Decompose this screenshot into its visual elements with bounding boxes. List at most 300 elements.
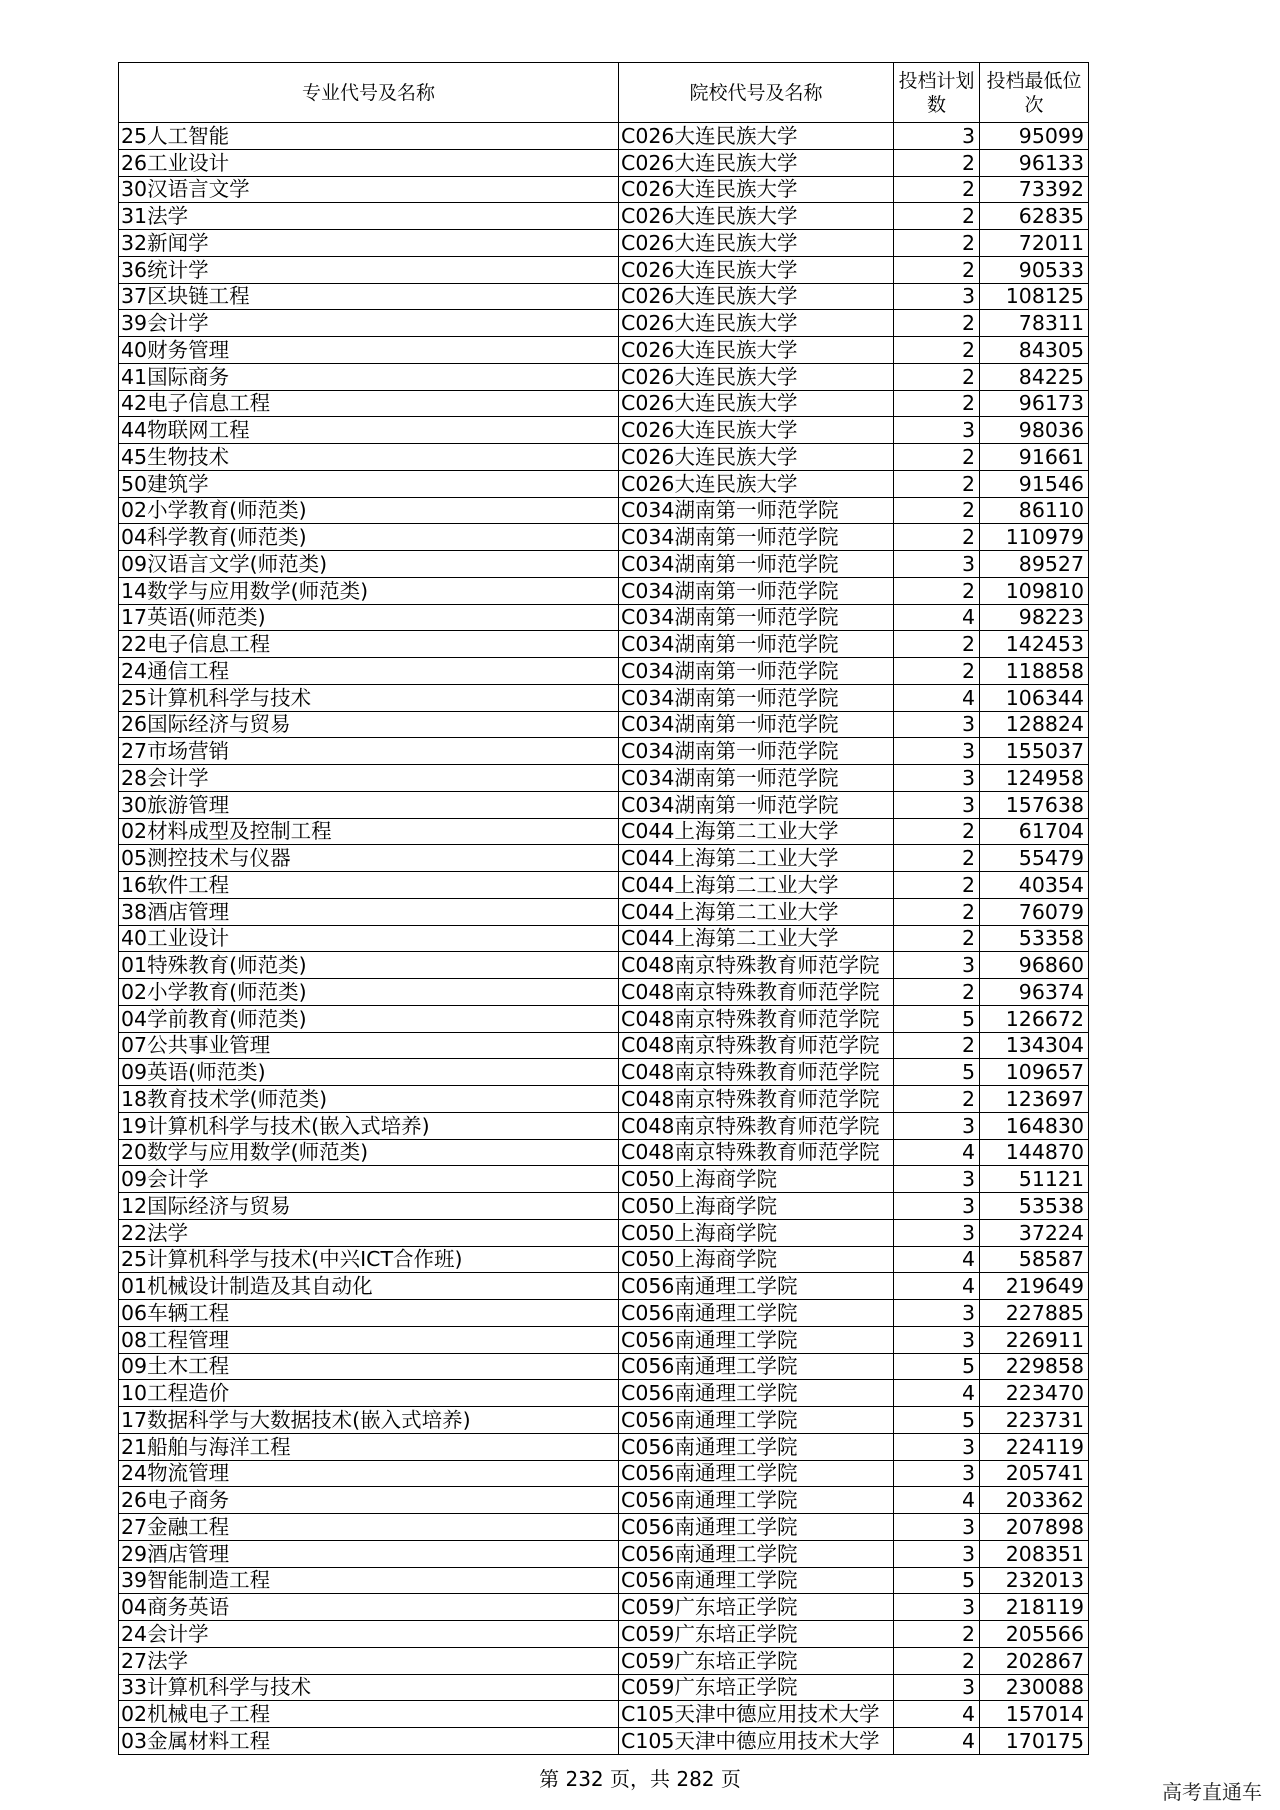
cell-school: C026大连民族大学 <box>619 230 894 257</box>
table-row <box>119 1380 1089 1407</box>
cell-rank: 91546 <box>980 470 1089 497</box>
table-row <box>119 684 1089 711</box>
cell-major: 26工业设计 <box>119 149 619 176</box>
cell-plan: 4 <box>894 1487 980 1514</box>
cell-plan: 5 <box>894 1407 980 1434</box>
cell-major: 41国际商务 <box>119 363 619 390</box>
cell-rank: 106344 <box>980 684 1089 711</box>
cell-major: 04科学教育(师范类) <box>119 524 619 551</box>
cell-plan: 2 <box>894 497 980 524</box>
cell-rank: 124958 <box>980 765 1089 792</box>
cell-school: C026大连民族大学 <box>619 176 894 203</box>
cell-plan: 2 <box>894 176 980 203</box>
cell-plan: 2 <box>894 310 980 337</box>
cell-school: C026大连民族大学 <box>619 256 894 283</box>
cell-school: C048南京特殊教育师范学院 <box>619 979 894 1006</box>
cell-school: C056南通理工学院 <box>619 1433 894 1460</box>
cell-school: C105天津中德应用技术大学 <box>619 1728 894 1755</box>
cell-major: 44物联网工程 <box>119 417 619 444</box>
cell-major: 17英语(师范类) <box>119 604 619 631</box>
cell-rank: 218119 <box>980 1594 1089 1621</box>
cell-plan: 3 <box>894 1674 980 1701</box>
cell-plan: 3 <box>894 1300 980 1327</box>
cell-major: 19计算机科学与技术(嵌入式培养) <box>119 1112 619 1139</box>
cell-rank: 109810 <box>980 577 1089 604</box>
table-row <box>119 1514 1089 1541</box>
table-row <box>119 1540 1089 1567</box>
cell-major: 09会计学 <box>119 1166 619 1193</box>
cell-plan: 5 <box>894 1567 980 1594</box>
cell-rank: 123697 <box>980 1086 1089 1113</box>
cell-plan: 4 <box>894 1139 980 1166</box>
cell-plan: 2 <box>894 658 980 685</box>
cell-rank: 226911 <box>980 1326 1089 1353</box>
cell-major: 10工程造价 <box>119 1380 619 1407</box>
table-row <box>119 1219 1089 1246</box>
cell-major: 31法学 <box>119 203 619 230</box>
cell-plan: 3 <box>894 1326 980 1353</box>
table-row <box>119 604 1089 631</box>
table-row <box>119 337 1089 364</box>
cell-school: C034湖南第一师范学院 <box>619 658 894 685</box>
cell-rank: 128824 <box>980 711 1089 738</box>
cell-rank: 96860 <box>980 952 1089 979</box>
cell-rank: 78311 <box>980 310 1089 337</box>
cell-rank: 157638 <box>980 791 1089 818</box>
cell-school: C044上海第二工业大学 <box>619 925 894 952</box>
table-row <box>119 577 1089 604</box>
cell-rank: 84225 <box>980 363 1089 390</box>
table-row <box>119 1621 1089 1648</box>
cell-rank: 53358 <box>980 925 1089 952</box>
cell-major: 01特殊教育(师范类) <box>119 952 619 979</box>
cell-school: C026大连民族大学 <box>619 123 894 150</box>
cell-rank: 157014 <box>980 1701 1089 1728</box>
cell-plan: 2 <box>894 925 980 952</box>
table-row <box>119 551 1089 578</box>
cell-rank: 37224 <box>980 1219 1089 1246</box>
cell-major: 27金融工程 <box>119 1514 619 1541</box>
cell-plan: 3 <box>894 952 980 979</box>
cell-major: 29酒店管理 <box>119 1540 619 1567</box>
cell-rank: 144870 <box>980 1139 1089 1166</box>
cell-plan: 4 <box>894 1701 980 1728</box>
cell-rank: 98223 <box>980 604 1089 631</box>
cell-school: C034湖南第一师范学院 <box>619 497 894 524</box>
cell-rank: 219649 <box>980 1273 1089 1300</box>
cell-major: 02小学教育(师范类) <box>119 497 619 524</box>
cell-rank: 207898 <box>980 1514 1089 1541</box>
cell-major: 30旅游管理 <box>119 791 619 818</box>
cell-plan: 3 <box>894 1193 980 1220</box>
cell-school: C059广东培正学院 <box>619 1594 894 1621</box>
cell-school: C034湖南第一师范学院 <box>619 791 894 818</box>
header-rank: 投档最低位次 <box>980 63 1089 123</box>
cell-plan: 3 <box>894 1514 980 1541</box>
cell-plan: 2 <box>894 818 980 845</box>
cell-plan: 2 <box>894 470 980 497</box>
table-row <box>119 149 1089 176</box>
cell-plan: 5 <box>894 1059 980 1086</box>
cell-plan: 3 <box>894 738 980 765</box>
cell-plan: 2 <box>894 363 980 390</box>
cell-school: C044上海第二工业大学 <box>619 898 894 925</box>
cell-plan: 2 <box>894 1032 980 1059</box>
table-row <box>119 791 1089 818</box>
cell-plan: 3 <box>894 283 980 310</box>
cell-rank: 230088 <box>980 1674 1089 1701</box>
cell-major: 16软件工程 <box>119 872 619 899</box>
table-row <box>119 1326 1089 1353</box>
cell-school: C044上海第二工业大学 <box>619 872 894 899</box>
cell-plan: 2 <box>894 524 980 551</box>
cell-plan: 2 <box>894 256 980 283</box>
cell-plan: 3 <box>894 765 980 792</box>
cell-major: 42电子信息工程 <box>119 390 619 417</box>
cell-major: 21船舶与海洋工程 <box>119 1433 619 1460</box>
cell-rank: 118858 <box>980 658 1089 685</box>
cell-rank: 90533 <box>980 256 1089 283</box>
table-row <box>119 845 1089 872</box>
table-row <box>119 524 1089 551</box>
cell-school: C050上海商学院 <box>619 1166 894 1193</box>
cell-school: C048南京特殊教育师范学院 <box>619 1139 894 1166</box>
cell-major: 37区块链工程 <box>119 283 619 310</box>
cell-plan: 2 <box>894 1086 980 1113</box>
cell-school: C026大连民族大学 <box>619 283 894 310</box>
table-row <box>119 1728 1089 1755</box>
cell-school: C026大连民族大学 <box>619 337 894 364</box>
cell-school: C026大连民族大学 <box>619 390 894 417</box>
cell-rank: 91661 <box>980 444 1089 471</box>
cell-plan: 3 <box>894 1594 980 1621</box>
table-header-row <box>119 63 1089 123</box>
cell-major: 28会计学 <box>119 765 619 792</box>
cell-rank: 203362 <box>980 1487 1089 1514</box>
cell-major: 30汉语言文学 <box>119 176 619 203</box>
cell-major: 04学前教育(师范类) <box>119 1005 619 1032</box>
table-row <box>119 1273 1089 1300</box>
cell-major: 32新闻学 <box>119 230 619 257</box>
table-row <box>119 1032 1089 1059</box>
cell-plan: 2 <box>894 337 980 364</box>
cell-plan: 3 <box>894 1219 980 1246</box>
cell-major: 45生物技术 <box>119 444 619 471</box>
cell-rank: 208351 <box>980 1540 1089 1567</box>
cell-rank: 202867 <box>980 1647 1089 1674</box>
cell-major: 18教育技术学(师范类) <box>119 1086 619 1113</box>
table-row <box>119 872 1089 899</box>
cell-major: 14数学与应用数学(师范类) <box>119 577 619 604</box>
cell-plan: 3 <box>894 1540 980 1567</box>
cell-rank: 110979 <box>980 524 1089 551</box>
cell-rank: 62835 <box>980 203 1089 230</box>
cell-major: 04商务英语 <box>119 1594 619 1621</box>
cell-major: 40工业设计 <box>119 925 619 952</box>
cell-major: 20数学与应用数学(师范类) <box>119 1139 619 1166</box>
table-row <box>119 1193 1089 1220</box>
table-row <box>119 1701 1089 1728</box>
cell-plan: 2 <box>894 577 980 604</box>
cell-plan: 4 <box>894 1728 980 1755</box>
cell-plan: 3 <box>894 1460 980 1487</box>
cell-rank: 142453 <box>980 631 1089 658</box>
cell-plan: 3 <box>894 417 980 444</box>
cell-school: C048南京特殊教育师范学院 <box>619 1086 894 1113</box>
cell-rank: 109657 <box>980 1059 1089 1086</box>
cell-plan: 4 <box>894 604 980 631</box>
cell-rank: 72011 <box>980 230 1089 257</box>
table-row <box>119 658 1089 685</box>
cell-rank: 51121 <box>980 1166 1089 1193</box>
table-row <box>119 310 1089 337</box>
cell-rank: 95099 <box>980 123 1089 150</box>
table-row <box>119 1086 1089 1113</box>
cell-plan: 3 <box>894 123 980 150</box>
cell-plan: 3 <box>894 1433 980 1460</box>
cell-plan: 5 <box>894 1353 980 1380</box>
table-row <box>119 1433 1089 1460</box>
cell-major: 26电子商务 <box>119 1487 619 1514</box>
cell-school: C026大连民族大学 <box>619 149 894 176</box>
cell-school: C034湖南第一师范学院 <box>619 551 894 578</box>
cell-school: C034湖南第一师范学院 <box>619 738 894 765</box>
cell-major: 09英语(师范类) <box>119 1059 619 1086</box>
table-row <box>119 818 1089 845</box>
cell-rank: 205741 <box>980 1460 1089 1487</box>
table-row <box>119 444 1089 471</box>
cell-plan: 4 <box>894 1380 980 1407</box>
cell-plan: 2 <box>894 390 980 417</box>
cell-school: C056南通理工学院 <box>619 1300 894 1327</box>
cell-major: 22电子信息工程 <box>119 631 619 658</box>
cell-school: C056南通理工学院 <box>619 1407 894 1434</box>
cell-school: C048南京特殊教育师范学院 <box>619 1005 894 1032</box>
cell-major: 38酒店管理 <box>119 898 619 925</box>
cell-rank: 126672 <box>980 1005 1089 1032</box>
table-body <box>119 123 1089 1755</box>
cell-major: 26国际经济与贸易 <box>119 711 619 738</box>
table-row <box>119 1567 1089 1594</box>
cell-school: C059广东培正学院 <box>619 1621 894 1648</box>
table-row <box>119 283 1089 310</box>
table-row <box>119 711 1089 738</box>
table-row <box>119 738 1089 765</box>
cell-rank: 58587 <box>980 1246 1089 1273</box>
cell-major: 24会计学 <box>119 1621 619 1648</box>
cell-plan: 2 <box>894 979 980 1006</box>
cell-rank: 89527 <box>980 551 1089 578</box>
table-row <box>119 1112 1089 1139</box>
cell-rank: 155037 <box>980 738 1089 765</box>
cell-school: C048南京特殊教育师范学院 <box>619 952 894 979</box>
cell-major: 36统计学 <box>119 256 619 283</box>
cell-major: 09汉语言文学(师范类) <box>119 551 619 578</box>
cell-major: 02机械电子工程 <box>119 1701 619 1728</box>
cell-rank: 224119 <box>980 1433 1089 1460</box>
table-row <box>119 1246 1089 1273</box>
cell-rank: 108125 <box>980 283 1089 310</box>
table-row <box>119 979 1089 1006</box>
cell-school: C034湖南第一师范学院 <box>619 711 894 738</box>
table-row <box>119 1300 1089 1327</box>
cell-major: 24物流管理 <box>119 1460 619 1487</box>
table-row <box>119 1059 1089 1086</box>
cell-major: 03金属材料工程 <box>119 1728 619 1755</box>
watermark: 高考直通车 <box>1162 1780 1262 1804</box>
cell-plan: 3 <box>894 551 980 578</box>
cell-school: C044上海第二工业大学 <box>619 818 894 845</box>
cell-school: C026大连民族大学 <box>619 470 894 497</box>
cell-rank: 170175 <box>980 1728 1089 1755</box>
cell-rank: 73392 <box>980 176 1089 203</box>
cell-major: 39智能制造工程 <box>119 1567 619 1594</box>
cell-school: C026大连民族大学 <box>619 363 894 390</box>
cell-school: C026大连民族大学 <box>619 417 894 444</box>
table-row <box>119 898 1089 925</box>
cell-plan: 3 <box>894 1166 980 1193</box>
cell-school: C056南通理工学院 <box>619 1567 894 1594</box>
cell-school: C056南通理工学院 <box>619 1514 894 1541</box>
cell-school: C056南通理工学院 <box>619 1353 894 1380</box>
cell-plan: 2 <box>894 631 980 658</box>
cell-school: C056南通理工学院 <box>619 1326 894 1353</box>
table-row <box>119 203 1089 230</box>
cell-rank: 232013 <box>980 1567 1089 1594</box>
table-row <box>119 497 1089 524</box>
table-row <box>119 417 1089 444</box>
cell-rank: 96374 <box>980 979 1089 1006</box>
cell-school: C059广东培正学院 <box>619 1674 894 1701</box>
cell-plan: 4 <box>894 684 980 711</box>
table-row <box>119 1487 1089 1514</box>
cell-major: 25计算机科学与技术 <box>119 684 619 711</box>
cell-school: C056南通理工学院 <box>619 1273 894 1300</box>
cell-rank: 55479 <box>980 845 1089 872</box>
cell-school: C050上海商学院 <box>619 1219 894 1246</box>
cell-rank: 164830 <box>980 1112 1089 1139</box>
cell-rank: 205566 <box>980 1621 1089 1648</box>
header-major: 专业代号及名称 <box>119 63 619 123</box>
cell-school: C026大连民族大学 <box>619 203 894 230</box>
table-row <box>119 256 1089 283</box>
table-row <box>119 230 1089 257</box>
cell-major: 02材料成型及控制工程 <box>119 818 619 845</box>
cell-rank: 40354 <box>980 872 1089 899</box>
table-row <box>119 1353 1089 1380</box>
admission-table <box>118 62 1089 1755</box>
table-row <box>119 1460 1089 1487</box>
cell-major: 22法学 <box>119 1219 619 1246</box>
cell-plan: 2 <box>894 444 980 471</box>
cell-school: C050上海商学院 <box>619 1246 894 1273</box>
cell-plan: 2 <box>894 898 980 925</box>
cell-rank: 86110 <box>980 497 1089 524</box>
cell-plan: 2 <box>894 845 980 872</box>
cell-school: C048南京特殊教育师范学院 <box>619 1032 894 1059</box>
cell-plan: 2 <box>894 149 980 176</box>
cell-rank: 98036 <box>980 417 1089 444</box>
cell-rank: 96173 <box>980 390 1089 417</box>
cell-major: 17数据科学与大数据技术(嵌入式培养) <box>119 1407 619 1434</box>
cell-major: 05测控技术与仪器 <box>119 845 619 872</box>
cell-rank: 76079 <box>980 898 1089 925</box>
cell-school: C026大连民族大学 <box>619 444 894 471</box>
cell-rank: 134304 <box>980 1032 1089 1059</box>
cell-school: C056南通理工学院 <box>619 1380 894 1407</box>
cell-rank: 61704 <box>980 818 1089 845</box>
cell-plan: 2 <box>894 230 980 257</box>
cell-major: 25人工智能 <box>119 123 619 150</box>
cell-plan: 4 <box>894 1273 980 1300</box>
cell-school: C056南通理工学院 <box>619 1540 894 1567</box>
header-plan: 投档计划数 <box>894 63 980 123</box>
cell-major: 33计算机科学与技术 <box>119 1674 619 1701</box>
table-row <box>119 1005 1089 1032</box>
cell-plan: 5 <box>894 1005 980 1032</box>
cell-major: 12国际经济与贸易 <box>119 1193 619 1220</box>
table-row <box>119 1166 1089 1193</box>
cell-major: 06车辆工程 <box>119 1300 619 1327</box>
table-row <box>119 390 1089 417</box>
table-row <box>119 765 1089 792</box>
cell-school: C034湖南第一师范学院 <box>619 631 894 658</box>
table-row <box>119 1674 1089 1701</box>
cell-rank: 227885 <box>980 1300 1089 1327</box>
cell-plan: 2 <box>894 872 980 899</box>
table-row <box>119 631 1089 658</box>
cell-plan: 2 <box>894 203 980 230</box>
cell-school: C034湖南第一师范学院 <box>619 765 894 792</box>
cell-major: 09土木工程 <box>119 1353 619 1380</box>
cell-school: C026大连民族大学 <box>619 310 894 337</box>
cell-school: C105天津中德应用技术大学 <box>619 1701 894 1728</box>
table-row <box>119 176 1089 203</box>
cell-major: 39会计学 <box>119 310 619 337</box>
cell-major: 01机械设计制造及其自动化 <box>119 1273 619 1300</box>
cell-plan: 3 <box>894 711 980 738</box>
cell-school: C048南京特殊教育师范学院 <box>619 1112 894 1139</box>
cell-school: C034湖南第一师范学院 <box>619 604 894 631</box>
cell-major: 27市场营销 <box>119 738 619 765</box>
cell-school: C056南通理工学院 <box>619 1460 894 1487</box>
cell-school: C044上海第二工业大学 <box>619 845 894 872</box>
table-row <box>119 925 1089 952</box>
cell-major: 40财务管理 <box>119 337 619 364</box>
cell-major: 08工程管理 <box>119 1326 619 1353</box>
cell-major: 27法学 <box>119 1647 619 1674</box>
page-number: 第 232 页，共 282 页 <box>539 1767 741 1791</box>
cell-major: 02小学教育(师范类) <box>119 979 619 1006</box>
cell-school: C059广东培正学院 <box>619 1647 894 1674</box>
table-row <box>119 1647 1089 1674</box>
cell-school: C056南通理工学院 <box>619 1487 894 1514</box>
table-row <box>119 1407 1089 1434</box>
cell-plan: 4 <box>894 1246 980 1273</box>
table-row <box>119 952 1089 979</box>
cell-rank: 96133 <box>980 149 1089 176</box>
cell-plan: 3 <box>894 1112 980 1139</box>
header-school: 院校代号及名称 <box>619 63 894 123</box>
cell-rank: 229858 <box>980 1353 1089 1380</box>
cell-plan: 2 <box>894 1647 980 1674</box>
cell-school: C034湖南第一师范学院 <box>619 524 894 551</box>
cell-rank: 84305 <box>980 337 1089 364</box>
cell-school: C048南京特殊教育师范学院 <box>619 1059 894 1086</box>
table-row <box>119 1139 1089 1166</box>
cell-plan: 3 <box>894 791 980 818</box>
cell-school: C050上海商学院 <box>619 1193 894 1220</box>
